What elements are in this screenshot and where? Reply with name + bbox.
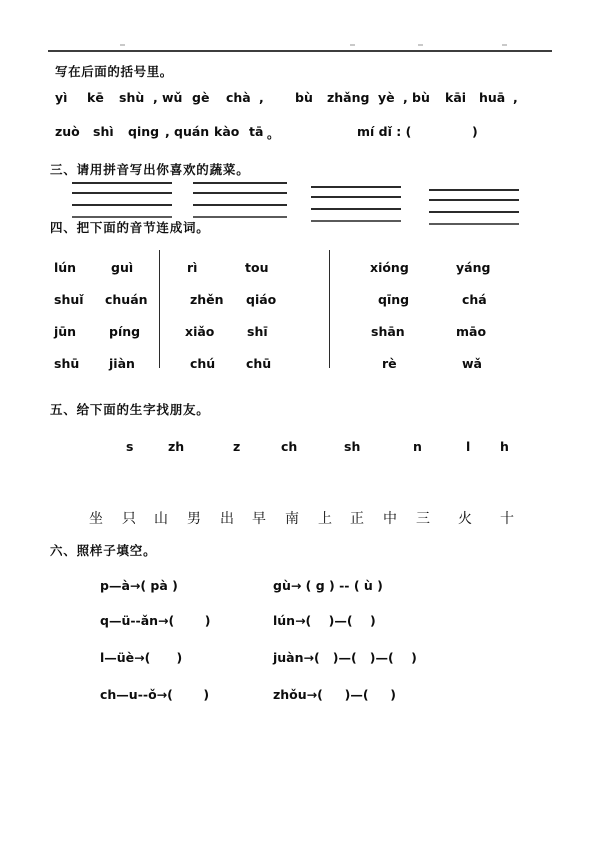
pinyin-syllable: quán xyxy=(174,124,210,139)
fill-blank-formula[interactable]: q—ü--ǎn→( ) xyxy=(100,613,211,628)
syllable-cell[interactable]: zhěn xyxy=(190,292,224,307)
header-tick xyxy=(120,44,125,46)
syllable-cell[interactable]: rè xyxy=(382,356,397,371)
pinyin-syllable: kāi xyxy=(445,90,467,105)
syllable-cell[interactable]: píng xyxy=(109,324,141,339)
fill-blank-formula[interactable]: l—üè→( ) xyxy=(100,650,183,665)
grid-line xyxy=(311,208,401,210)
syllable-cell[interactable]: guì xyxy=(111,260,134,275)
grid-line xyxy=(429,199,519,201)
hanzi-char[interactable]: 正 xyxy=(350,511,364,527)
pinyin-syllable: kē xyxy=(87,90,104,105)
syllable-cell[interactable]: rì xyxy=(187,260,198,275)
riddle-line-2 xyxy=(55,124,555,144)
grid-line xyxy=(429,223,519,225)
syllable-cell[interactable]: chú xyxy=(190,356,216,371)
syllable-cell[interactable]: jūn xyxy=(54,324,77,339)
comma: , xyxy=(259,90,264,105)
syllable-cell[interactable]: chuán xyxy=(105,292,148,307)
grid-line xyxy=(72,204,172,206)
syllable-matching-table xyxy=(48,248,552,386)
syllable-cell[interactable]: māo xyxy=(456,324,487,339)
section-five-heading: 五、给下面的生字找朋友。 xyxy=(50,402,210,417)
fill-blank-formula[interactable]: p—à→( pà ) xyxy=(100,578,178,593)
initial-h[interactable]: h xyxy=(500,439,509,454)
grid-line xyxy=(72,182,172,184)
pinyin-syllable: zhǎng xyxy=(327,90,370,105)
hanzi-char[interactable]: 三 xyxy=(416,511,430,527)
fill-blank-formula[interactable]: lún→( )—( ) xyxy=(273,613,376,628)
header-rule xyxy=(48,50,552,52)
syllable-cell[interactable]: yáng xyxy=(456,260,491,275)
column-divider xyxy=(329,250,330,368)
syllable-cell[interactable]: shān xyxy=(371,324,405,339)
hanzi-char[interactable]: 山 xyxy=(154,511,168,527)
pinyin-syllable: tā xyxy=(249,124,264,139)
pinyin-syllable: qing xyxy=(128,124,160,139)
syllable-cell[interactable]: qiáo xyxy=(246,292,277,307)
initial-n[interactable]: n xyxy=(413,439,422,454)
pinyin-syllable: yì xyxy=(55,90,68,105)
section-four-heading: 四、把下面的音节连成词。 xyxy=(50,220,210,235)
grid-line xyxy=(311,186,401,188)
grid-line xyxy=(193,192,287,194)
fill-blank-formula[interactable]: zhǒu→( )—( ) xyxy=(273,687,397,702)
fill-blank-formula[interactable]: juàn→( )—( )—( ) xyxy=(273,650,417,665)
pinyin-syllable: bù xyxy=(412,90,430,105)
syllable-cell[interactable]: shū xyxy=(54,356,80,371)
section-six-heading: 六、照样子填空。 xyxy=(50,543,157,558)
section-three-heading: 三、请用拼音写出你喜欢的蔬菜。 xyxy=(50,162,250,177)
fill-blank-formula[interactable]: gù→ ( g ) -- ( ù ) xyxy=(273,578,383,593)
answer-label: mí dǐ : ( xyxy=(357,124,412,139)
syllable-cell[interactable]: shuǐ xyxy=(54,292,84,307)
pinyin-syllable: kào xyxy=(214,124,240,139)
pinyin-syllable: huā xyxy=(479,90,506,105)
header-tick xyxy=(502,44,507,46)
hanzi-char[interactable]: 男 xyxy=(187,511,201,527)
initial-ch[interactable]: ch xyxy=(281,439,298,454)
initial-s[interactable]: s xyxy=(126,439,134,454)
pinyin-syllable: shù xyxy=(119,90,145,105)
pinyin-syllable: wǔ xyxy=(162,90,183,105)
comma: , xyxy=(403,90,408,105)
hanzi-char[interactable]: 早 xyxy=(252,511,266,527)
grid-line xyxy=(72,192,172,194)
grid-line xyxy=(193,204,287,206)
syllable-cell[interactable]: wǎ xyxy=(462,356,482,371)
initial-zh[interactable]: zh xyxy=(168,439,185,454)
hanzi-char[interactable]: 坐 xyxy=(89,511,103,527)
period: 。 xyxy=(267,126,280,141)
hanzi-char[interactable]: 中 xyxy=(383,511,397,527)
pinyin-syllable: chà xyxy=(226,90,251,105)
fill-blank-formula[interactable]: ch—u--ǒ→( ) xyxy=(100,687,210,702)
syllable-cell[interactable]: tou xyxy=(245,260,269,275)
grid-line xyxy=(429,211,519,213)
grid-line xyxy=(429,189,519,191)
hanzi-char[interactable]: 只 xyxy=(122,511,136,527)
initial-sh[interactable]: sh xyxy=(344,439,361,454)
initial-l[interactable]: l xyxy=(466,439,471,454)
syllable-cell[interactable]: chá xyxy=(462,292,487,307)
hanzi-char[interactable]: 十 xyxy=(500,511,514,527)
syllable-cell[interactable]: xiǎo xyxy=(185,324,215,339)
hanzi-char[interactable]: 火 xyxy=(458,511,472,527)
answer-blank-close[interactable]: ) xyxy=(472,124,478,139)
initial-z[interactable]: z xyxy=(233,439,241,454)
pinyin-syllable: bù xyxy=(295,90,313,105)
syllable-cell[interactable]: qīng xyxy=(378,292,410,307)
grid-line xyxy=(311,220,401,222)
pinyin-syllable: yè xyxy=(378,90,395,105)
syllable-cell[interactable]: lún xyxy=(54,260,77,275)
hanzi-char[interactable]: 南 xyxy=(285,511,299,527)
hanzi-char[interactable]: 上 xyxy=(318,511,332,527)
riddle-line-1 xyxy=(55,90,555,110)
syllable-cell[interactable]: shī xyxy=(247,324,268,339)
column-divider xyxy=(159,250,160,368)
syllable-cell[interactable]: xióng xyxy=(370,260,409,275)
pinyin-syllable: shì xyxy=(93,124,114,139)
syllable-cell[interactable]: jiàn xyxy=(109,356,135,371)
grid-line xyxy=(311,196,401,198)
pinyin-syllable: zuò xyxy=(55,124,80,139)
header-tick xyxy=(418,44,423,46)
syllable-cell[interactable]: chū xyxy=(246,356,272,371)
intro-instruction: 写在后面的括号里。 xyxy=(55,64,173,79)
comma: , xyxy=(153,90,158,105)
grid-line xyxy=(193,182,287,184)
pinyin-syllable: gè xyxy=(192,90,210,105)
comma: , xyxy=(165,124,170,139)
hanzi-char[interactable]: 出 xyxy=(220,511,234,527)
header-tick xyxy=(350,44,355,46)
comma: , xyxy=(513,90,518,105)
